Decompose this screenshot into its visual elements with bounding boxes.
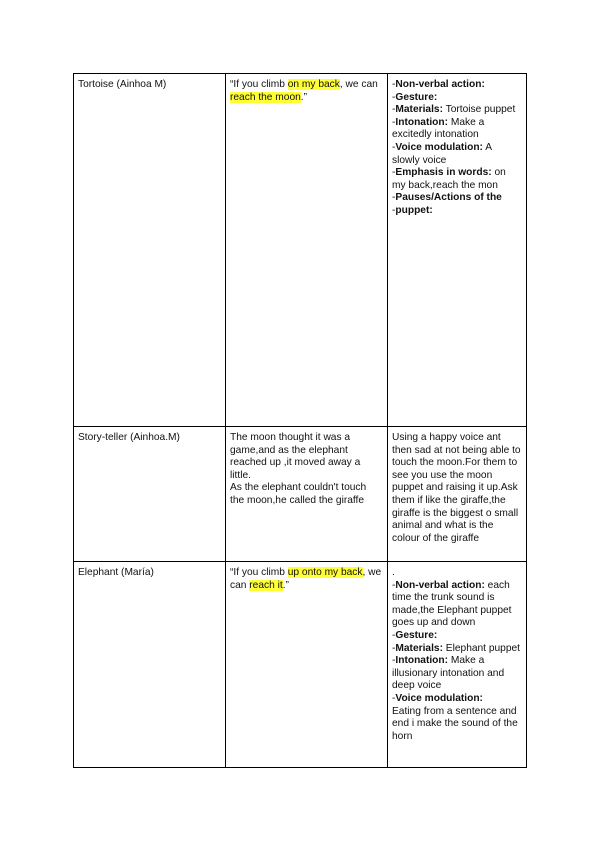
character-cell	[74, 74, 226, 427]
dialogue-cell	[226, 427, 388, 562]
notes-cell	[388, 74, 527, 427]
narration-paragraph: As the elephant couldn't touch the moon,he called the giraffe	[230, 482, 367, 506]
note-line: -Gesture:	[392, 629, 438, 641]
dialogue-text: “If you climb	[230, 79, 288, 90]
dialogue-text: .”	[300, 91, 308, 103]
note-line: -Materials: Elephant puppet	[392, 642, 521, 654]
highlighted-phrase: up onto my back	[287, 567, 363, 578]
note-line: -Non-verbal action:	[392, 79, 485, 90]
narration-paragraph: The moon thought it was a game,and as the elephant reached up ,it moved away a little.	[230, 432, 361, 481]
notes-cell	[388, 562, 527, 768]
script-table	[73, 73, 527, 768]
note-line: -Intonation: Make a excitedly intonation	[392, 116, 485, 141]
character-cell	[74, 427, 226, 562]
notes-paragraph: Using a happy voice ant then sad at not being able to touch the moon.For them to see you use the moon puppet and raising it up.Ask them if like the giraffe,the giraffe is the biggest o small animal and what is the colour of the giraffe	[392, 432, 521, 544]
table-row	[74, 562, 527, 768]
note-line: -Gesture:	[392, 91, 438, 103]
note-line: -Pauses/Actions of the	[392, 192, 502, 204]
table-row	[74, 427, 527, 562]
dialogue-text: .”	[282, 579, 289, 591]
note-tail: Eating from a sentence and end i make the sound of the horn	[392, 705, 518, 742]
note-line: -Materials: Tortoise puppet	[392, 104, 516, 116]
note-line: -Intonation: Make a illusionary intonation and deep voice	[392, 655, 505, 692]
table-row	[74, 74, 527, 427]
dialogue-text: “If you climb	[230, 567, 288, 578]
highlighted-phrase: on my back	[287, 79, 340, 90]
note-line: -Voice modulation:	[392, 692, 483, 704]
note-line: -Voice modulation: A slowly voice	[392, 141, 492, 166]
note-line: -Emphasis in words: on my back,reach the mon	[392, 167, 506, 191]
character-name: Elephant (María)	[78, 567, 154, 578]
dialogue-cell	[226, 562, 388, 768]
character-name: Tortoise (Ainhoa M)	[78, 79, 167, 90]
dialogue-text: , we can	[339, 79, 378, 90]
character-cell	[74, 562, 226, 768]
dialogue-cell	[226, 74, 388, 427]
highlighted-phrase: reach it	[249, 579, 283, 591]
notes-cell	[388, 427, 527, 562]
note-lead: .	[392, 567, 395, 578]
dialogue-text: , we can	[230, 567, 382, 591]
highlighted-phrase: reach the moon	[230, 91, 301, 103]
note-line: -Non-verbal action: each time the trunk sound is made,the Elephant puppet goes up and down	[392, 579, 512, 629]
character-name: Story-teller (Ainhoa.M)	[78, 432, 180, 443]
note-line: -puppet:	[392, 204, 433, 216]
